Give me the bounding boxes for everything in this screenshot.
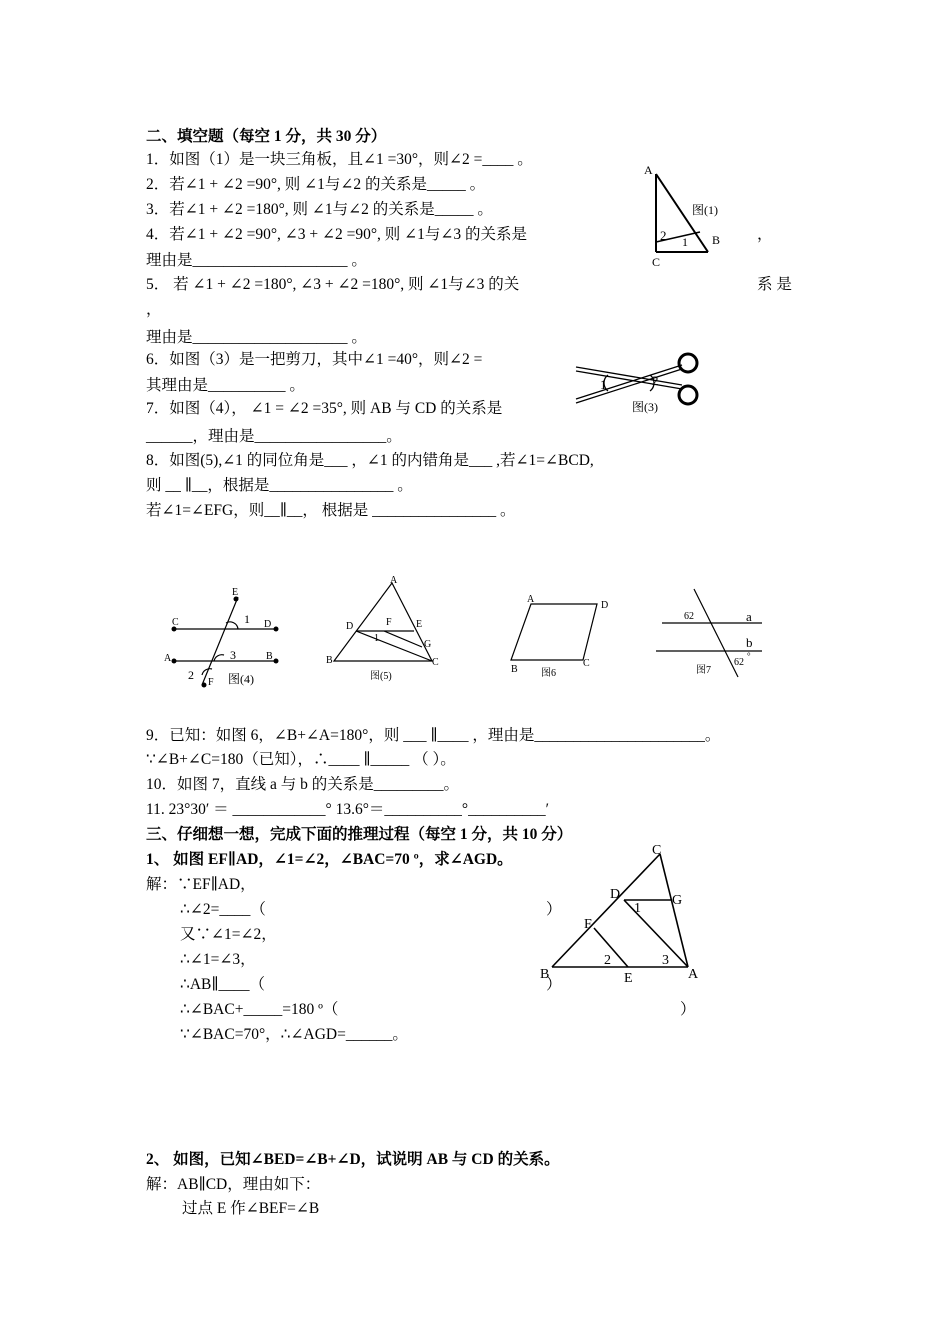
fp1-side-ca xyxy=(660,854,688,967)
fig5-label-d: D xyxy=(346,621,354,632)
fig5-label-g: G xyxy=(424,639,432,650)
fp1-label-g: G xyxy=(672,893,683,908)
fp1-label-e: E xyxy=(624,971,633,986)
fig1-angle-2: 2 xyxy=(660,228,667,243)
fig5-label-a: A xyxy=(390,575,398,586)
fp1-label-a: A xyxy=(688,967,699,982)
fig4-label-b: B xyxy=(266,651,273,662)
section2-heading: 二、填空题（每空 1 分，共 30 分） xyxy=(146,128,387,145)
fig7-degree-mark: ° xyxy=(747,651,751,661)
question-8-b: 则 __ ∥__，根据是________________ 。 xyxy=(146,477,413,494)
question-8-c: 若∠1=∠EFG，则__∥__， 根据是 ________________ 。 xyxy=(146,502,516,519)
question-5-comma: ， xyxy=(146,301,162,318)
fig7-label-a: a xyxy=(746,609,752,624)
fig4-point-b xyxy=(274,659,279,664)
solution-step-4: ∴AB∥____（ xyxy=(180,976,266,993)
fig3-handle-top xyxy=(679,354,697,372)
problem-1-title: 1、 如图 EF∥AD，∠1=∠2，∠BAC=70 º，求∠AGD。 xyxy=(146,851,513,868)
fp1-angle-1: 1 xyxy=(634,901,641,916)
fig7-label-b: b xyxy=(746,635,753,650)
fig7-caption: 图7 xyxy=(696,665,711,676)
fig1-label-c: C xyxy=(652,255,661,269)
solution-step-2: 又∵∠1=∠2， xyxy=(180,926,277,943)
question-9: 9．已知：如图 6，∠B+∠A=180°，则 ___ ∥____ ，理由是______________________。 xyxy=(146,727,721,744)
question-7: 7．如图（4）， ∠1 = ∠2 =35°, 则 AB 与 CD 的关系是 xyxy=(146,400,503,417)
fig4-angle-1: 1 xyxy=(244,612,250,626)
fp1-side-bc xyxy=(552,854,660,967)
fig5-label-c: C xyxy=(432,657,439,668)
fig4-label-e: E xyxy=(232,587,239,598)
fig4-point-f xyxy=(202,683,207,688)
solution-step-1: ∴∠2=____（ xyxy=(180,901,266,918)
fig6-parallelogram xyxy=(511,604,597,660)
question-4-reason: 理由是____________________ 。 xyxy=(146,252,367,269)
problem-2-step: 过点 E 作∠BEF=∠B xyxy=(182,1200,320,1217)
figure-1 xyxy=(640,160,740,270)
solution-step-3: ∴∠1=∠3， xyxy=(180,951,256,968)
question-5-reason: 理由是____________________ 。 xyxy=(146,329,367,346)
fig7-transversal xyxy=(694,589,738,677)
question-6-reason: 其理由是__________ 。 xyxy=(146,377,305,394)
fp1-label-b: B xyxy=(540,967,550,982)
fp1-label-c: C xyxy=(652,843,662,858)
figure-5 xyxy=(322,575,452,685)
question-2: 2．若∠1 + ∠2 =90°, 则 ∠1与∠2 的关系是_____ 。 xyxy=(146,176,486,193)
fig4-label-f: F xyxy=(208,677,214,688)
fig6-label-d: D xyxy=(601,600,609,611)
fig3-angle-1: 1 xyxy=(600,377,607,392)
fig1-label-a: A xyxy=(644,163,653,177)
fig1-angle-1: 1 xyxy=(682,235,688,249)
fig4-label-a: A xyxy=(164,653,172,664)
fig5-label-b: B xyxy=(326,655,333,666)
fig4-caption: 图(4) xyxy=(228,672,254,686)
fig6-label-a: A xyxy=(527,594,535,605)
fig4-label-c: C xyxy=(172,617,179,628)
question-4: 4．若∠1 + ∠2 =90°, ∠3 + ∠2 =90°, 则 ∠1与∠3 的关系是 xyxy=(146,226,528,243)
fig7-angle-top: 62 xyxy=(684,611,694,622)
figure-4 xyxy=(160,585,290,695)
fig4-angle-2: 2 xyxy=(188,668,194,682)
solution-step-0: 解：∵EF∥AD， xyxy=(146,876,256,893)
section3-heading: 三、仔细想一想，完成下面的推理过程（每空 1 分，共 10 分） xyxy=(146,826,573,843)
fig5-label-f: F xyxy=(386,617,392,628)
question-6: 6．如图（3）是一把剪刀，其中∠1 =40°，则∠2 = xyxy=(146,351,483,368)
question-10: 10．如图 7，直线 a 与 b 的关系是_________。 xyxy=(146,776,460,793)
problem-2-title: 2、 如图，已知∠BED=∠B+∠D，试说明 AB 与 CD 的关系。 xyxy=(146,1151,560,1168)
question-4-comma: ， xyxy=(757,226,773,243)
question-5-tail: 系 是 xyxy=(757,276,792,293)
question-7-reason: ______，理由是_________________。 xyxy=(146,428,402,445)
fp1-angle-2: 2 xyxy=(604,953,611,968)
question-9-b: ∵∠B+∠C=180（已知），∴____ ∥_____ （ ）。 xyxy=(146,751,456,768)
fig5-angle-1: 1 xyxy=(374,633,379,644)
figure-problem-1 xyxy=(538,842,708,987)
problem-2-answer: 解：AB∥CD，理由如下： xyxy=(146,1176,321,1193)
solution-step-4-end: ） xyxy=(546,976,562,993)
fig5-caption: 图(5) xyxy=(370,671,392,682)
solution-step-6: ∵∠BAC=70°，∴∠AGD=______。 xyxy=(180,1026,408,1043)
fig1-caption: 图(1) xyxy=(692,203,718,217)
fig3-caption: 图(3) xyxy=(632,400,658,414)
solution-step-5-end: ） xyxy=(680,1001,696,1018)
fp1-label-f: F xyxy=(584,917,592,932)
fig3-angle-2: 2 xyxy=(652,373,659,388)
fig6-label-c: C xyxy=(583,658,590,669)
question-1: 1．如图（1）是一块三角板，且∠1 =30°，则∠2 =____ 。 xyxy=(146,151,533,168)
figure-7 xyxy=(650,585,770,685)
fig4-angle-3: 3 xyxy=(230,648,236,662)
fp1-label-d: D xyxy=(610,887,621,902)
fig6-label-b: B xyxy=(511,664,518,675)
fp1-angle-3: 3 xyxy=(662,953,669,968)
figure-3 xyxy=(570,345,710,420)
fp1-line-fe xyxy=(594,928,628,967)
fig3-handle-bottom xyxy=(679,386,697,404)
fig4-arc-3 xyxy=(214,655,224,661)
fig6-caption: 图6 xyxy=(541,668,556,679)
solution-step-1-end: ） xyxy=(546,901,562,918)
solution-step-5: ∴∠BAC+_____=180 º（ xyxy=(180,1001,339,1018)
fig7-angle-bottom: 62 xyxy=(734,657,744,668)
figure-6 xyxy=(505,590,615,685)
question-3: 3．若∠1 + ∠2 =180°, 则 ∠1与∠2 的关系是_____ 。 xyxy=(146,201,493,218)
question-5: 5． 若 ∠1 + ∠2 =180°, ∠3 + ∠2 =180°, 则 ∠1与∠3 的关 xyxy=(146,276,520,293)
fig5-label-e: E xyxy=(416,619,423,630)
fig4-point-d xyxy=(274,627,279,632)
question-11: 11. 23°30′ ＝ ____________° 13.6°＝__________°__________′ xyxy=(146,801,550,818)
fig4-point-a xyxy=(172,659,177,664)
fig4-label-d: D xyxy=(264,619,272,630)
fig1-label-b: B xyxy=(712,233,721,247)
question-8: 8．如图(5),∠1 的同位角是___ ，∠1 的内错角是___ ,若∠1=∠BCD, xyxy=(146,452,594,469)
